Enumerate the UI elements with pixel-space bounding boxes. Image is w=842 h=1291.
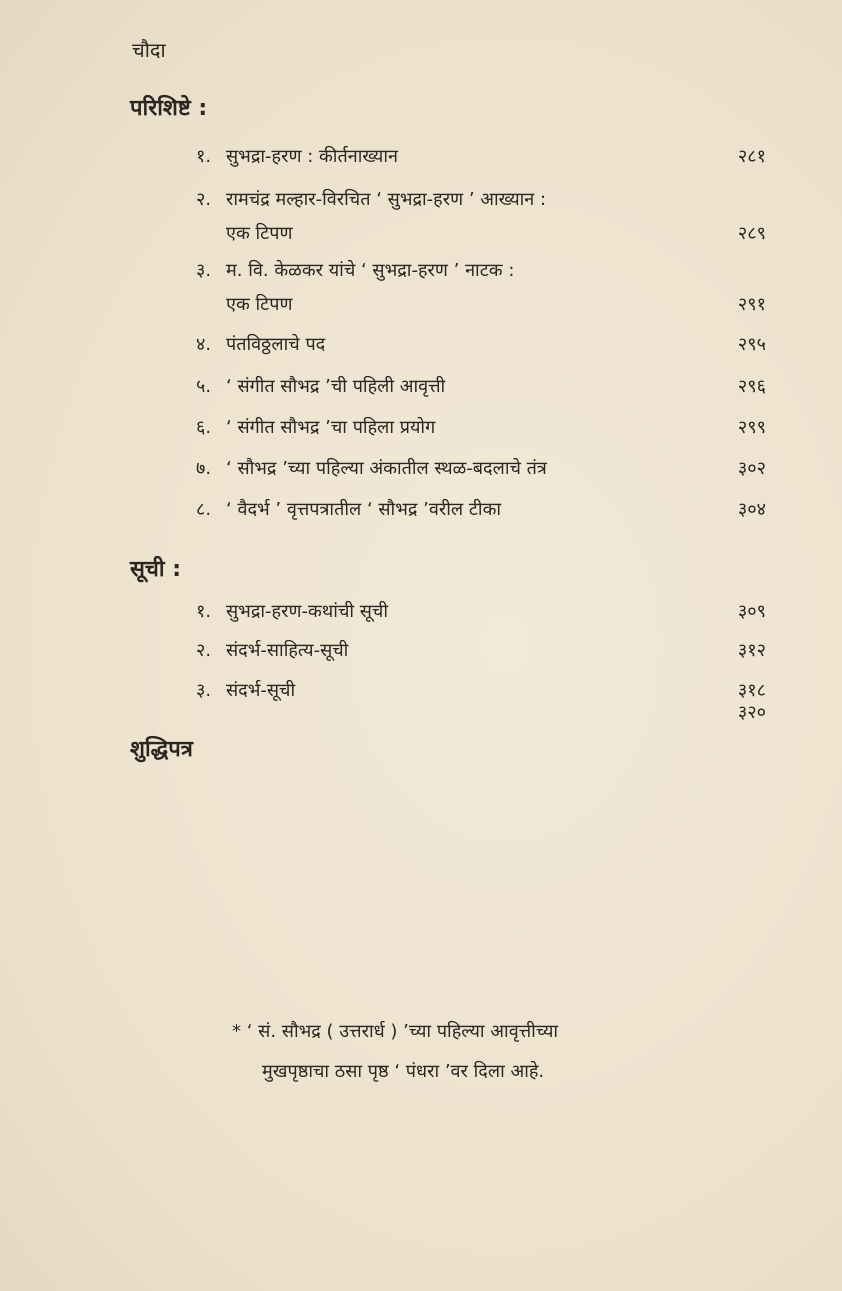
entry-number: ६.: [196, 417, 212, 438]
entry-title: संदर्भ-साहित्य-सूची: [226, 640, 349, 661]
entry-number: २.: [196, 189, 212, 210]
entry-title: म. वि. केळकर यांचे ‘ सुभद्रा-हरण ’ नाटक :: [226, 260, 515, 281]
entry-title: ‘ संगीत सौभद्र ’चा पहिला प्रयोग: [226, 417, 436, 438]
entry-title: पंतविठ्ठलाचे पद: [226, 334, 326, 355]
entry-number: २.: [196, 640, 212, 661]
entry-title: रामचंद्र मल्हार-विरचित ‘ सुभद्रा-हरण ’ आख्यान :: [226, 189, 547, 210]
footnote-line: * ‘ सं. सौभद्र ( उत्तरार्ध ) ’च्या पहिल्या आवृत्तीच्या: [232, 1021, 559, 1042]
entry-number: ३.: [196, 680, 212, 701]
entry-page: ३१२: [737, 640, 766, 661]
errata-page: ३२०: [737, 702, 766, 723]
toc-entry: [196, 411, 766, 445]
entry-number: ८.: [196, 499, 212, 520]
entry-page: २९९: [737, 417, 766, 438]
toc-entry: [196, 595, 766, 629]
toc-entry: [196, 452, 766, 486]
entry-page: ३१८: [737, 680, 766, 701]
entry-title-continued: एक टिपण: [226, 294, 293, 315]
entry-title: ‘ वैदर्भ ’ वृत्तपत्रातील ‘ सौभद्र ’वरील टीका: [226, 499, 502, 520]
entry-title: ‘ सौभद्र ’च्या पहिल्या अंकातील स्थळ-बदलाचे तंत्र: [226, 458, 547, 479]
entry-title: ‘ संगीत सौभद्र ’ची पहिली आवृत्ती: [226, 376, 446, 397]
entry-page: ३०४: [737, 499, 766, 520]
entry-page: २९६: [737, 376, 766, 397]
entry-number: ४.: [196, 334, 212, 355]
entry-number: ७.: [196, 458, 212, 479]
entry-number: १.: [196, 601, 212, 622]
toc-entry: [196, 674, 766, 708]
entry-page: २८१: [737, 146, 766, 167]
footnote-line: मुखपृष्ठाचा ठसा पृष्ठ ‘ पंधरा ’वर दिला आहे.: [262, 1061, 545, 1082]
toc-entry: [196, 328, 766, 362]
errata-heading: शुद्धिपत्र: [130, 737, 193, 762]
entry-title: सुभद्रा-हरण : कीर्तनाख्यान: [226, 146, 398, 167]
entry-page: २८९: [737, 223, 766, 244]
toc-entry: [196, 140, 766, 174]
entry-title-continued: एक टिपण: [226, 223, 293, 244]
entry-title: सुभद्रा-हरण-कथांची सूची: [226, 601, 389, 622]
entry-number: ५.: [196, 376, 212, 397]
toc-entry: [196, 183, 766, 251]
toc-entry: [196, 370, 766, 404]
entry-title: संदर्भ-सूची: [226, 680, 296, 701]
page-number-label: चौदा: [132, 38, 166, 62]
toc-entry: [196, 634, 766, 668]
entry-page: २९१: [737, 294, 766, 315]
appendix-heading: परिशिष्टे :: [130, 96, 208, 121]
toc-entry: [196, 254, 766, 322]
entry-number: ३.: [196, 260, 212, 281]
toc-entry: [196, 493, 766, 527]
entry-page: २९५: [737, 334, 766, 355]
footnote: [232, 1012, 732, 1092]
index-heading: सूची :: [130, 557, 181, 582]
entry-number: १.: [196, 146, 212, 167]
entry-page: ३०२: [737, 458, 766, 479]
entry-page: ३०९: [737, 601, 766, 622]
